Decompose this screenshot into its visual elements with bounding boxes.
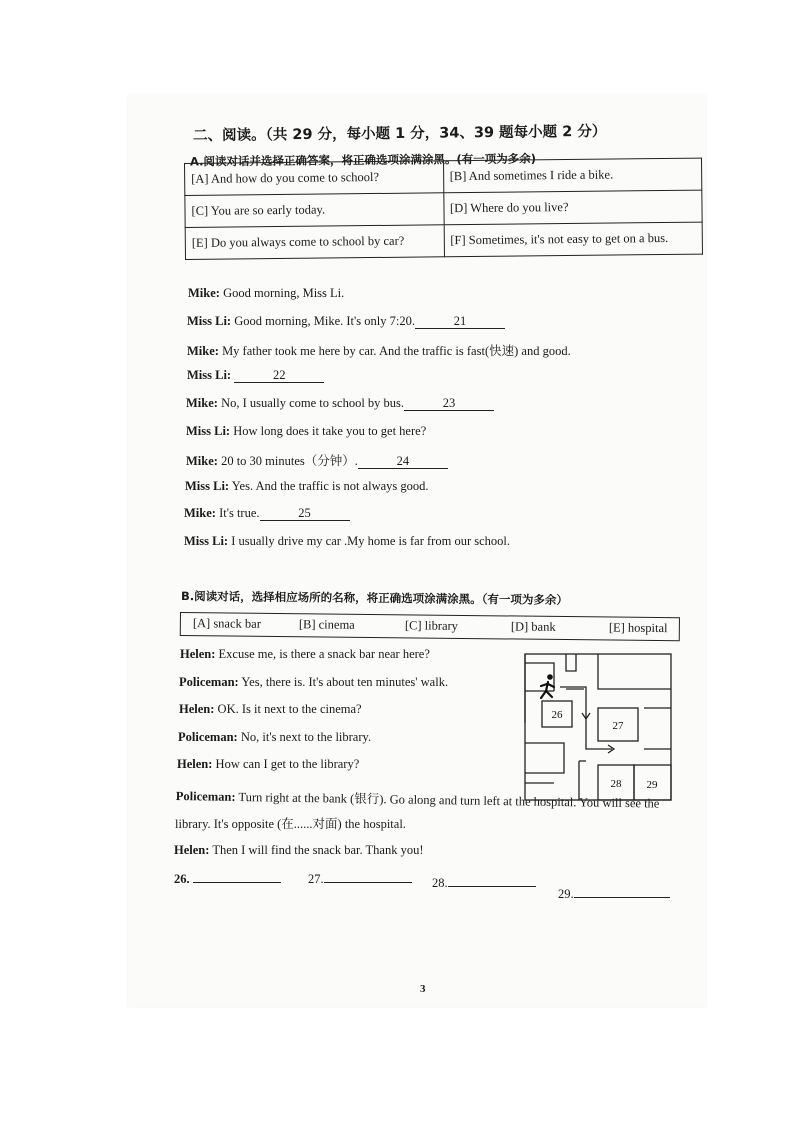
speaker: Policeman: <box>178 730 238 744</box>
section-title: 二、阅读。（共 29 分，每小题 1 分，34、39 题每小题 2 分） <box>192 123 607 145</box>
speaker: Mike: <box>187 344 219 358</box>
dialogue-a-line-8 <box>185 479 429 494</box>
answer-line[interactable] <box>574 885 670 898</box>
dialogue-b-line-5 <box>177 757 359 772</box>
line-text: No, I usually come to school by bus. <box>217 396 405 410</box>
speaker: Miss Li: <box>187 368 232 382</box>
place-option-a: [A] snack bar <box>192 616 261 631</box>
map-label-27: 27 <box>612 720 624 732</box>
speaker: Mike: <box>188 286 220 300</box>
place-option-c: [C] library <box>404 618 459 633</box>
line-text: Turn right at the bank (银行). Go along and turn left at the hospital. You will see the <box>235 789 660 811</box>
speaker: Policeman: <box>179 675 239 689</box>
answer-line[interactable] <box>448 874 536 887</box>
answer-28 <box>432 874 536 891</box>
answer-line[interactable] <box>193 870 281 883</box>
option-c: [C] You are so early today. <box>185 193 444 228</box>
answer-label: 29. <box>558 887 574 901</box>
dialogue-b-line-3 <box>179 702 362 717</box>
map-label-29: 29 <box>646 779 658 791</box>
dialogue-a-line-6 <box>186 424 426 439</box>
line-text: Excuse me, is there a snack bar near here? <box>215 647 430 661</box>
answer-label: 26. <box>174 872 190 886</box>
dialogue-a-line-10 <box>184 534 510 549</box>
dialogue-a-line-5 <box>186 396 494 411</box>
dialogue-a-line-4 <box>187 368 324 383</box>
line-text: My father took me here by car. And the traffic is fast(快速) and good. <box>218 344 571 358</box>
option-b: [B] And sometimes I ride a bike. <box>443 158 702 193</box>
option-d: [D] Where do you live? <box>443 190 702 225</box>
page-number: 3 <box>420 983 426 995</box>
map-block-line <box>566 654 576 671</box>
place-option-e: [E] hospital <box>608 620 668 636</box>
answer-blank-23: 23 <box>404 397 494 411</box>
line-text: No, it's next to the library. <box>237 730 372 744</box>
place-option-b: [B] cinema <box>298 617 355 632</box>
speaker: Mike: <box>184 506 216 520</box>
dialogue-a-line-3 <box>187 341 571 359</box>
line-text: Good morning, Miss Li. <box>219 286 345 300</box>
line-text: Yes, there is. It's about ten minutes' walk. <box>238 675 449 689</box>
dialogue-a-line-2 <box>187 314 505 329</box>
dialogue-a-line-1 <box>188 286 344 301</box>
line-text: Yes. And the traffic is not always good. <box>229 479 429 493</box>
speaker: Helen: <box>177 757 213 771</box>
line-text: How can I get to the library? <box>212 757 360 771</box>
speaker: Miss Li: <box>187 314 232 328</box>
speaker: Miss Li: <box>186 424 231 438</box>
option-a: [A] And how do you come to school? <box>185 161 444 196</box>
line-text: 20 to 30 minutes（分钟）. <box>217 454 358 468</box>
answer-label: 28. <box>432 876 448 890</box>
place-option-d: [D] bank <box>510 619 556 634</box>
speaker: Miss Li: <box>184 534 229 548</box>
dialogue-b-line-1 <box>180 647 430 662</box>
speaker: Helen: <box>179 702 215 716</box>
map-block-line <box>598 654 671 689</box>
line-text: I usually drive my car .My home is far from our school. <box>228 534 510 548</box>
answer-blank-25: 25 <box>260 507 350 521</box>
answer-29 <box>558 885 670 902</box>
line-text: library. It's opposite (在......对面) the hospital. <box>175 817 406 831</box>
dialogue-a-line-7 <box>186 451 448 469</box>
line-text: It's true. <box>215 506 260 520</box>
dialogue-b-line-8 <box>174 843 424 858</box>
map-label-28: 28 <box>610 778 622 790</box>
answer-26 <box>174 870 281 887</box>
walking-person-icon <box>541 674 554 698</box>
map-block-line <box>525 743 564 773</box>
speaker: Helen: <box>180 647 216 661</box>
line-text: How long does it take you to get here? <box>230 424 427 438</box>
speaker: Mike: <box>186 454 218 468</box>
map-label-26: 26 <box>551 709 563 721</box>
dialogue-b-line-7 <box>175 814 406 832</box>
option-e: [E] Do you always come to school by car? <box>185 225 444 260</box>
answer-blank-21: 21 <box>415 315 505 329</box>
dialogue-b-line-4 <box>178 730 371 745</box>
street-map <box>524 653 672 801</box>
dialogue-b-line-2 <box>179 675 448 690</box>
answer-blank-22: 22 <box>234 369 324 383</box>
speaker: Helen: <box>174 843 210 857</box>
speaker: Miss Li: <box>185 479 230 493</box>
option-f: [F] Sometimes, it's not easy to get on a bus. <box>444 222 703 257</box>
answer-blank-24: 24 <box>358 455 448 469</box>
part-b-instruction: B.阅读对话，选择相应场所的名称，将正确选项涂满涂黑。（有一项为多余） <box>180 588 568 608</box>
line-text: Then I will find the snack bar. Thank you! <box>209 843 424 857</box>
answer-27 <box>308 870 412 887</box>
speaker: Policeman: <box>175 788 236 804</box>
speaker: Mike: <box>186 396 218 410</box>
part-a-instruction: A.阅读对话并选择正确答案，将正确选项涂满涂黑。(有一项为多余) <box>189 151 537 169</box>
answer-label: 27. <box>308 872 324 886</box>
answer-line[interactable] <box>324 870 412 883</box>
line-text: Good morning, Mike. It's only 7:20. <box>231 314 415 328</box>
line-text: OK. Is it next to the cinema? <box>214 702 362 716</box>
part-a-options-table <box>184 158 703 260</box>
dialogue-a-line-9 <box>184 506 350 521</box>
